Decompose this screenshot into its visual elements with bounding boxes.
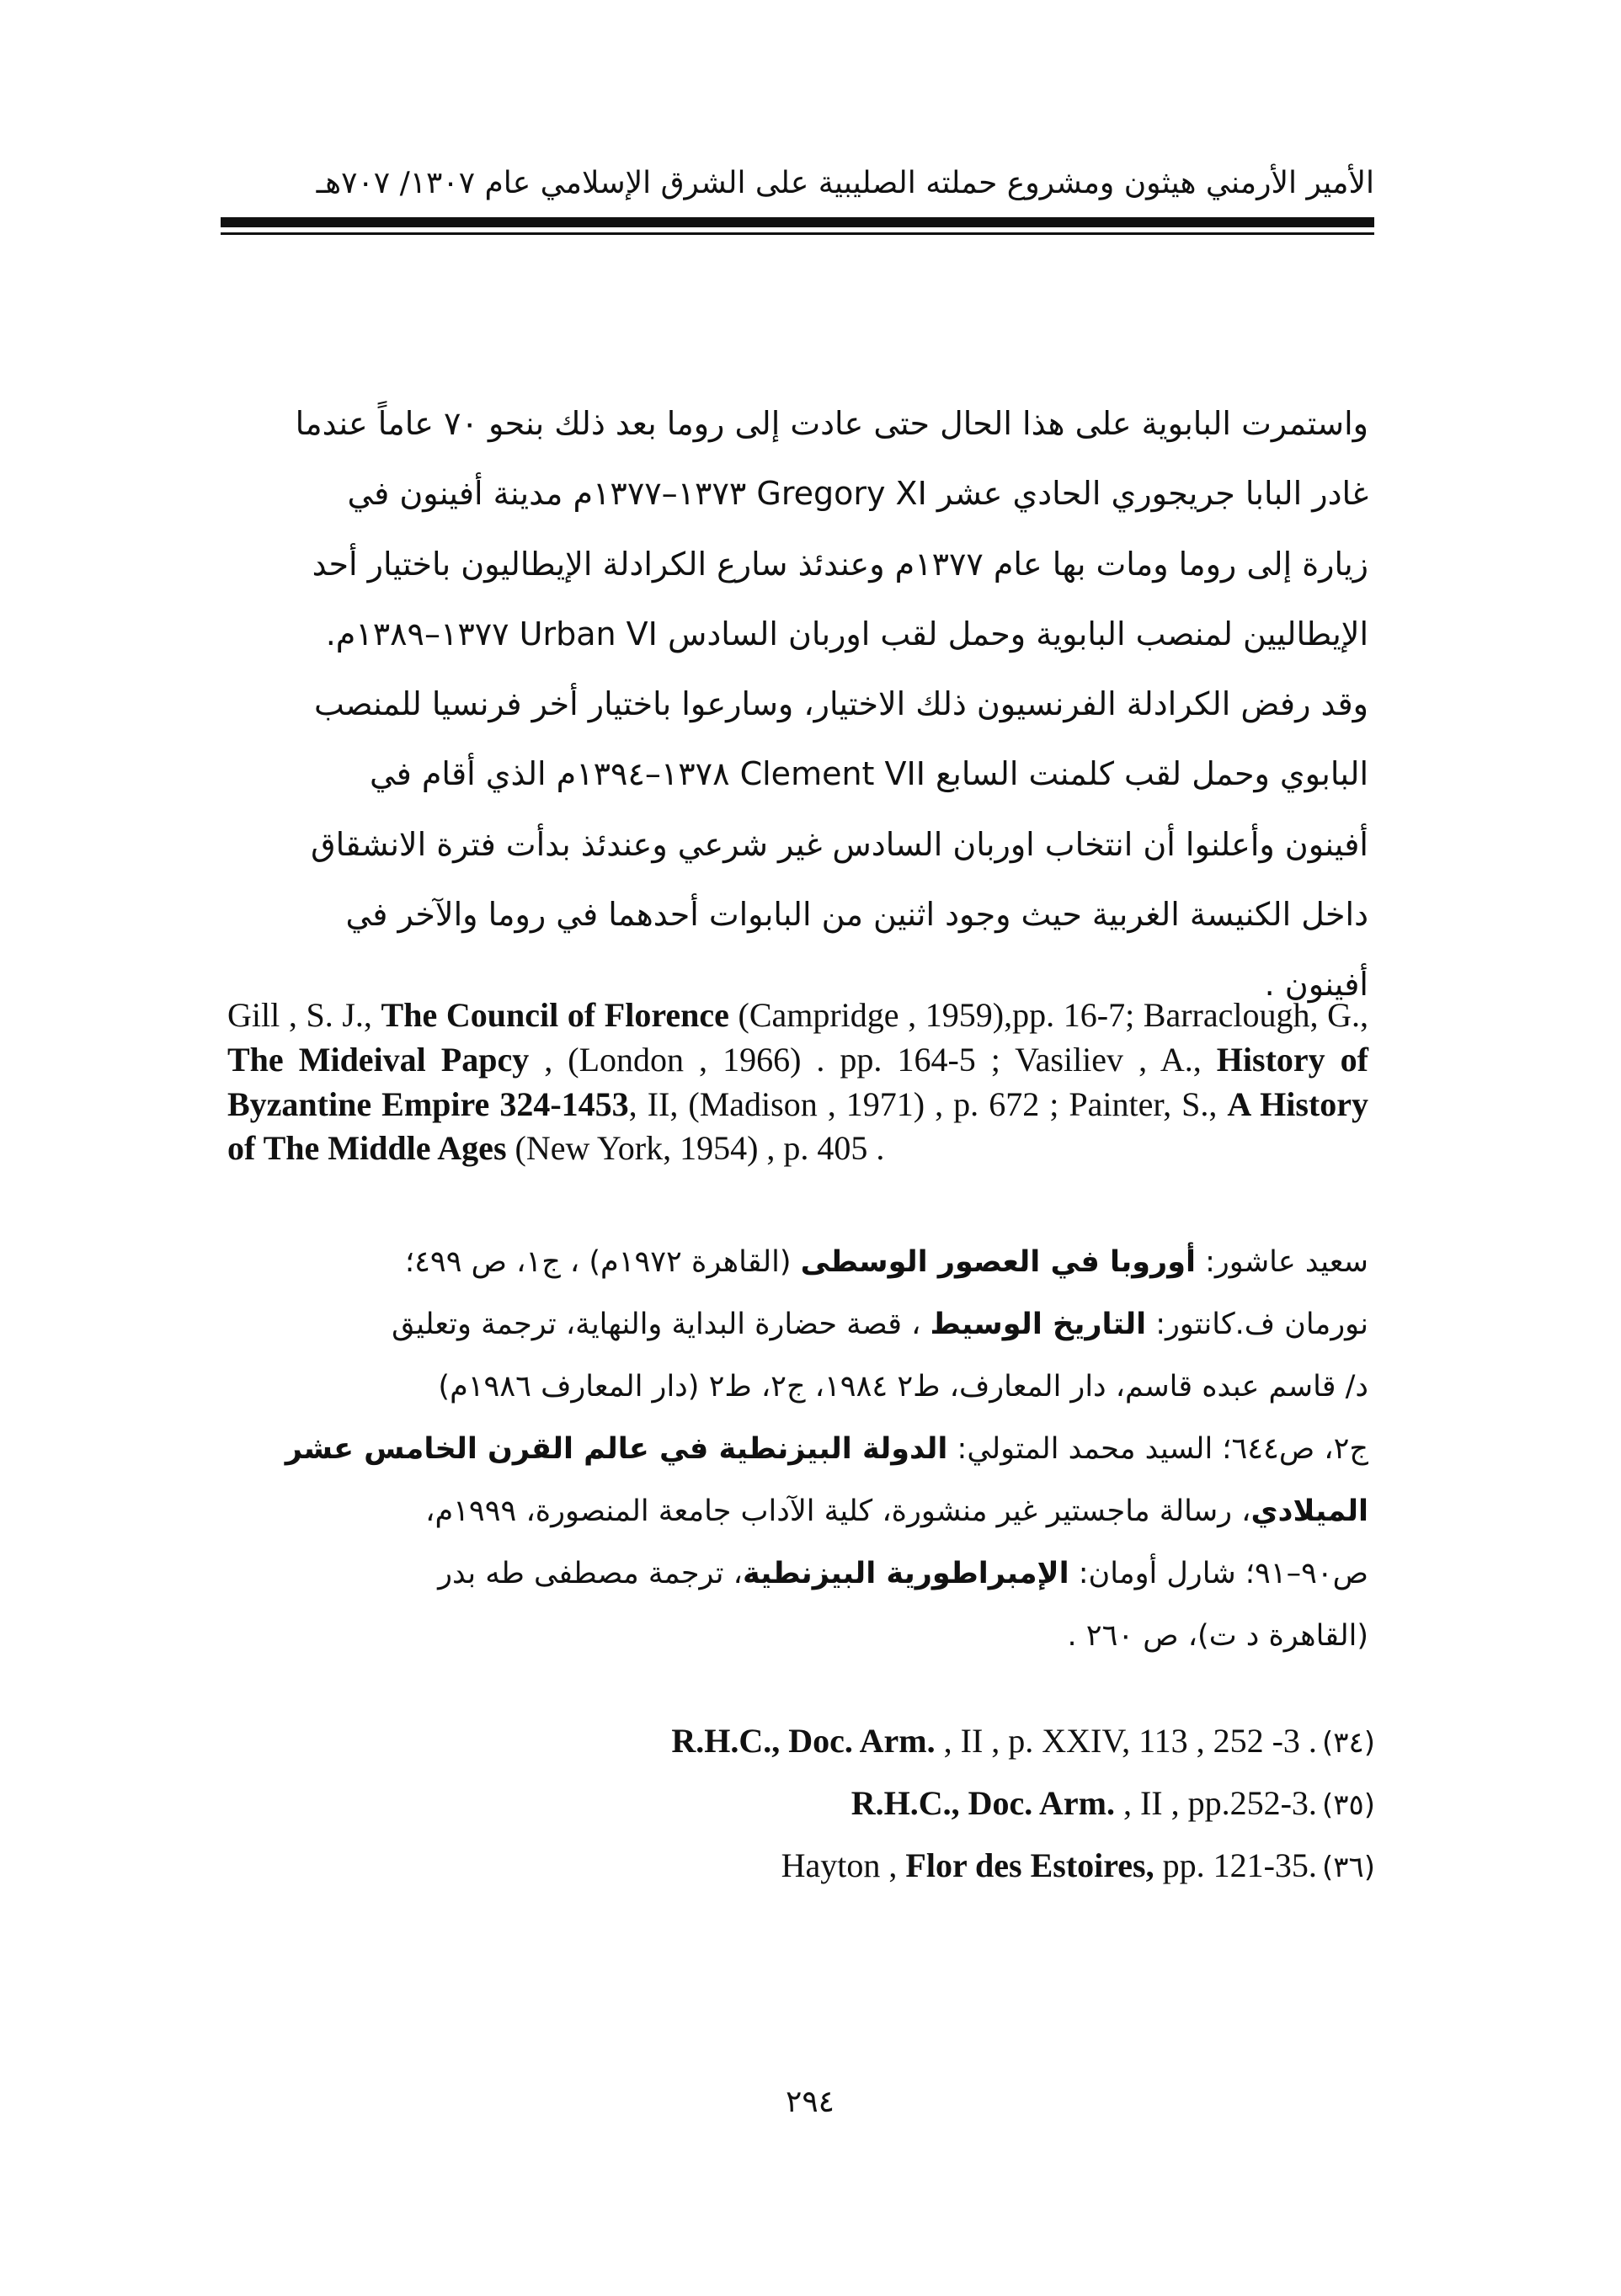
ref-title: أوروبا في العصور الوسطى <box>800 1245 1196 1279</box>
ref-line: (القاهرة د ت)، ص ٢٦٠ . <box>1067 1619 1368 1653</box>
body-line: أفينون وأعلنوا أن انتخاب اوربان السادس غير شرعي وعندئذ بدأت فترة الانشقاق <box>311 825 1368 863</box>
footnote-34: R.H.C., Doc. Arm. , II , p. XXIV, 113 , 252 -3 . (٣٤) <box>671 1722 1375 1760</box>
ref-line: ج٢، ص٦٤٤؛ السيد محمد المتولي: الدولة البيزنطية في عالم القرن الخامس عشر <box>285 1432 1368 1466</box>
footnote-number: (٣٦) <box>1321 1851 1375 1884</box>
ref-line: سعيد عاشور: أوروبا في العصور الوسطى (القاهرة ١٩٧٢م) ، ج١، ص ٤٩٩؛ <box>404 1245 1368 1279</box>
ref-title: الدولة البيزنطية في عالم القرن الخامس عشر <box>285 1432 948 1466</box>
ref-text: , II, (Madison , 1971) , p. 672 ; Painter, S., <box>628 1084 1228 1123</box>
ref-title: الإمبراطورية البيزنطية <box>742 1557 1069 1590</box>
body-line: زيارة إلى روما ومات بها عام ١٣٧٧م وعندئذ سارع الكرادلة الإيطاليون باختيار أحد <box>312 545 1368 583</box>
body-line: واستمرت البابوية على هذا الحال حتى عادت إلى روما بعد ذلك بنحو ٧٠ عاماً عندما <box>295 405 1368 442</box>
header-rule-thin <box>221 232 1374 235</box>
footnote-number: (٣٥) <box>1321 1788 1375 1822</box>
ref-title: The Mideival Papcy <box>227 1040 530 1079</box>
header-rule-thick <box>221 217 1374 227</box>
body-line: البابوي وحمل لقب كلمنت السابع Clement VII ١٣٧٨–١٣٩٤م الذي أقام في <box>369 755 1368 793</box>
ref-title: History of Byzantine Empire 324-1453 <box>227 1040 1369 1123</box>
body-line: أفينون . <box>1264 966 1368 1004</box>
body-line: داخل الكنيسة الغربية حيث وجود اثنين من البابوات أحدهما في روما والآخر في <box>345 896 1368 934</box>
body-paragraph <box>227 389 1368 1020</box>
ref-line: نورمان ف.كانتور: التاريخ الوسيط ، قصة حضارة البداية والنهاية، ترجمة وتعليق <box>392 1308 1368 1341</box>
english-references <box>227 994 1368 1171</box>
ref-title: التاريخ الوسيط <box>930 1308 1147 1341</box>
ref-line: د/ قاسم عبده قاسم، دار المعارف، ط٢ ١٩٨٤، ج٢، ط٢ (دار المعارف ١٩٨٦م) <box>438 1370 1368 1404</box>
footnote-title: Flor des Estoires, <box>905 1846 1154 1884</box>
arabic-references <box>227 1231 1368 1667</box>
footnote-number: (٣٤) <box>1321 1726 1375 1760</box>
ref-title: A History of The Middle Ages <box>227 1084 1369 1168</box>
footnote-36: Hayton , Flor des Estoires, pp. 121-35. (٣٦) <box>781 1846 1375 1884</box>
ref-title: الميلادي <box>1250 1494 1368 1528</box>
body-line: وقد رفض الكرادلة الفرنسيون ذلك الاختيار، وسارعوا باختيار أخر فرنسيا للمنصب <box>313 685 1368 723</box>
ref-text: (Campridge , 1959),pp. 16-7; Barraclough, G., <box>728 996 1369 1034</box>
ref-text: (New York, 1954) , p. 405 . <box>506 1129 885 1168</box>
footnote-35: R.H.C., Doc. Arm. , II , pp.252-3. (٣٥) <box>850 1784 1375 1822</box>
body-line: الإيطاليين لمنصب البابوية وحمل لقب اوربان السادس Urban VI ١٣٧٧–١٣٨٩م. <box>325 615 1368 653</box>
ref-text: , (London , 1966) . pp. 164-5 ; Vasiliev , A., <box>529 1040 1217 1079</box>
footnote-title: R.H.C., Doc. Arm. <box>671 1722 936 1760</box>
footnote-title: R.H.C., Doc. Arm. <box>850 1784 1115 1822</box>
ref-line: ص٩٠–٩١؛ شارل أومان: الإمبراطورية البيزنطية، ترجمة مصطفى طه بدر <box>438 1557 1368 1590</box>
ref-line: الميلادي، رسالة ماجستير غير منشورة، كلية الآداب جامعة المنصورة، ١٩٩٩م، <box>425 1494 1368 1528</box>
ref-title: The Council of Florence <box>381 996 729 1034</box>
running-header: الأمير الأرمني هيثون ومشروع حملته الصليبية على الشرق الإسلامي عام ١٣٠٧/ ٧٠٧هـ <box>316 166 1374 200</box>
ref-text: Gill , S. J., <box>227 996 381 1034</box>
page-number: ٢٩٤ <box>785 2085 834 2119</box>
body-line: غادر البابا جريجوري الحادي عشر Gregory XI ١٣٧٣–١٣٧٧م مدينة أفينون في <box>347 475 1368 513</box>
